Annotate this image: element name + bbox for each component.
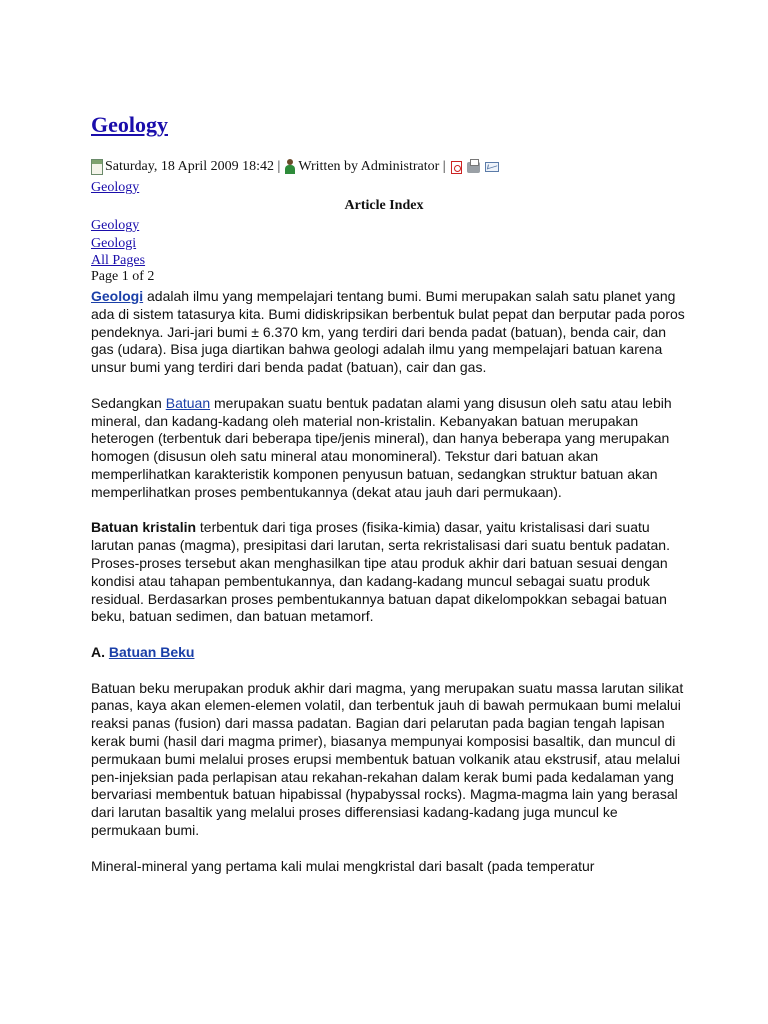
index-link-geologi[interactable]: Geologi	[91, 235, 137, 251]
batuan-kristalin-term: Batuan kristalin	[91, 519, 197, 536]
article-index-title: Article Index	[344, 198, 424, 213]
page-info: Page 1 of 2	[91, 269, 155, 284]
paragraph-3	[91, 519, 691, 626]
article-index-list	[91, 217, 145, 270]
user-icon	[284, 159, 296, 175]
paragraph-3-text: terbentuk dari tiga proses (fisika-kimia) dasar, yaitu kristalisasi dari suatu larutan panas (magma), presipitasi dari larutan, serta rekristalisasi dari suatu bentuk padatan. Proses-proses tersebut akan menghasilkan tipe atau produk akhir dari batuan sesuai dengan kondisi atau tahapan pembentukannya, dan kadang-kadang muncul sebagai suatu produk residual. Berdasarkan proses pembentukannya batuan dapat dikelompokkan sebagai batuan beku, batuan sedimen, dan batuan metamorf.	[91, 519, 670, 625]
geologi-link[interactable]: Geologi	[91, 288, 144, 304]
list-item	[91, 235, 145, 253]
pdf-icon[interactable]	[451, 161, 462, 174]
calendar-icon	[91, 159, 103, 175]
batuan-link[interactable]: Batuan	[165, 394, 211, 411]
article-meta	[91, 157, 499, 177]
paragraph-1	[91, 288, 691, 377]
paragraph-4: Batuan beku merupakan produk akhir dari magma, yang merupakan suatu massa larutan silikat panas, kaya akan elemen-elemen volatil, dan terbentuk jauh di bawah permukaan bumi melalui reaksi panas (fusion) dari massa padatan. Bagian dari pelarutan pada bagian tengah lapisan kerak bumi (hasil dari magma primer), biasanya mempunyai komposisi basaltik, dan muncul di permukaan bumi melalui proses erupsi membentuk batuan volkanik atau ekstrusif, atau melalui pen-injeksian pada perlapisan atau rekahan-rekahan dalam kerak bumi pada kedalaman yang bervariasi membentuk batuan hipabissal (hypabyssal rocks). Magma-magma lain yang berasal dari larutan basaltik yang melalui proses differensiasi kadang-kadang juga muncul ke permukaan bumi.	[91, 679, 684, 838]
article-author: Written by Administrator |	[298, 159, 446, 174]
article-body	[91, 288, 691, 893]
list-item	[91, 217, 145, 235]
section-heading-prefix: A.	[91, 643, 109, 660]
index-link-geology[interactable]: Geology	[91, 218, 140, 233]
article-date: Saturday, 18 April 2009 18:42 |	[105, 159, 281, 174]
paragraph-2-pre: Sedangkan	[91, 394, 166, 411]
paragraph-2-text: merupakan suatu bentuk padatan alami yang disusun oleh satu atau lebih mineral, dan kadang-kadang oleh material non-kristalin. Kebanyakan batuan merupakan heterogen (terbentuk dari beberapa tipe/jenis mineral), dan hanya beberapa yang merupakan homogen (disusun oleh satu mineral atau monomineral). Tekstur dari batuan akan memperlihatkan karakteristik komponen penyusun batuan, sedangkan struktur batuan akan memperlihatkan proses pembentukannya (dekat atau jauh dari permukaan).	[91, 394, 672, 500]
print-icon[interactable]	[467, 162, 480, 173]
paragraph-5: Mineral-mineral yang pertama kali mulai mengkristal dari basalt (pada temperatur	[91, 857, 595, 874]
index-link-all-pages[interactable]: All Pages	[91, 253, 146, 268]
article-title-link[interactable]: Geology	[91, 112, 168, 137]
paragraph-2	[91, 395, 691, 502]
section-heading-batuan-beku	[91, 644, 691, 662]
paragraph-1-text: adalah ilmu yang mempelajari tentang bumi. Bumi merupakan salah satu planet yang ada di sistem tatasurya kita. Bumi didiskripsikan berbentuk bulat pepat dan berputar pada poros pendeknya. Jari-jari bumi ± 6.370 km, yang terdiri dari benda padat (batuan), benda cair, dan gas (udara). Bisa juga diartikan bahwa geologi adalah ilmu yang mempelajari batuan karena unsur bumi yang terdiri dari benda padat (batuan), cair dan gas.	[91, 288, 685, 376]
article-title	[91, 112, 168, 138]
list-item	[91, 252, 145, 270]
batuan-beku-link[interactable]: Batuan Beku	[108, 643, 195, 660]
email-icon[interactable]	[485, 162, 499, 172]
category-link[interactable]: Geology	[91, 180, 140, 195]
